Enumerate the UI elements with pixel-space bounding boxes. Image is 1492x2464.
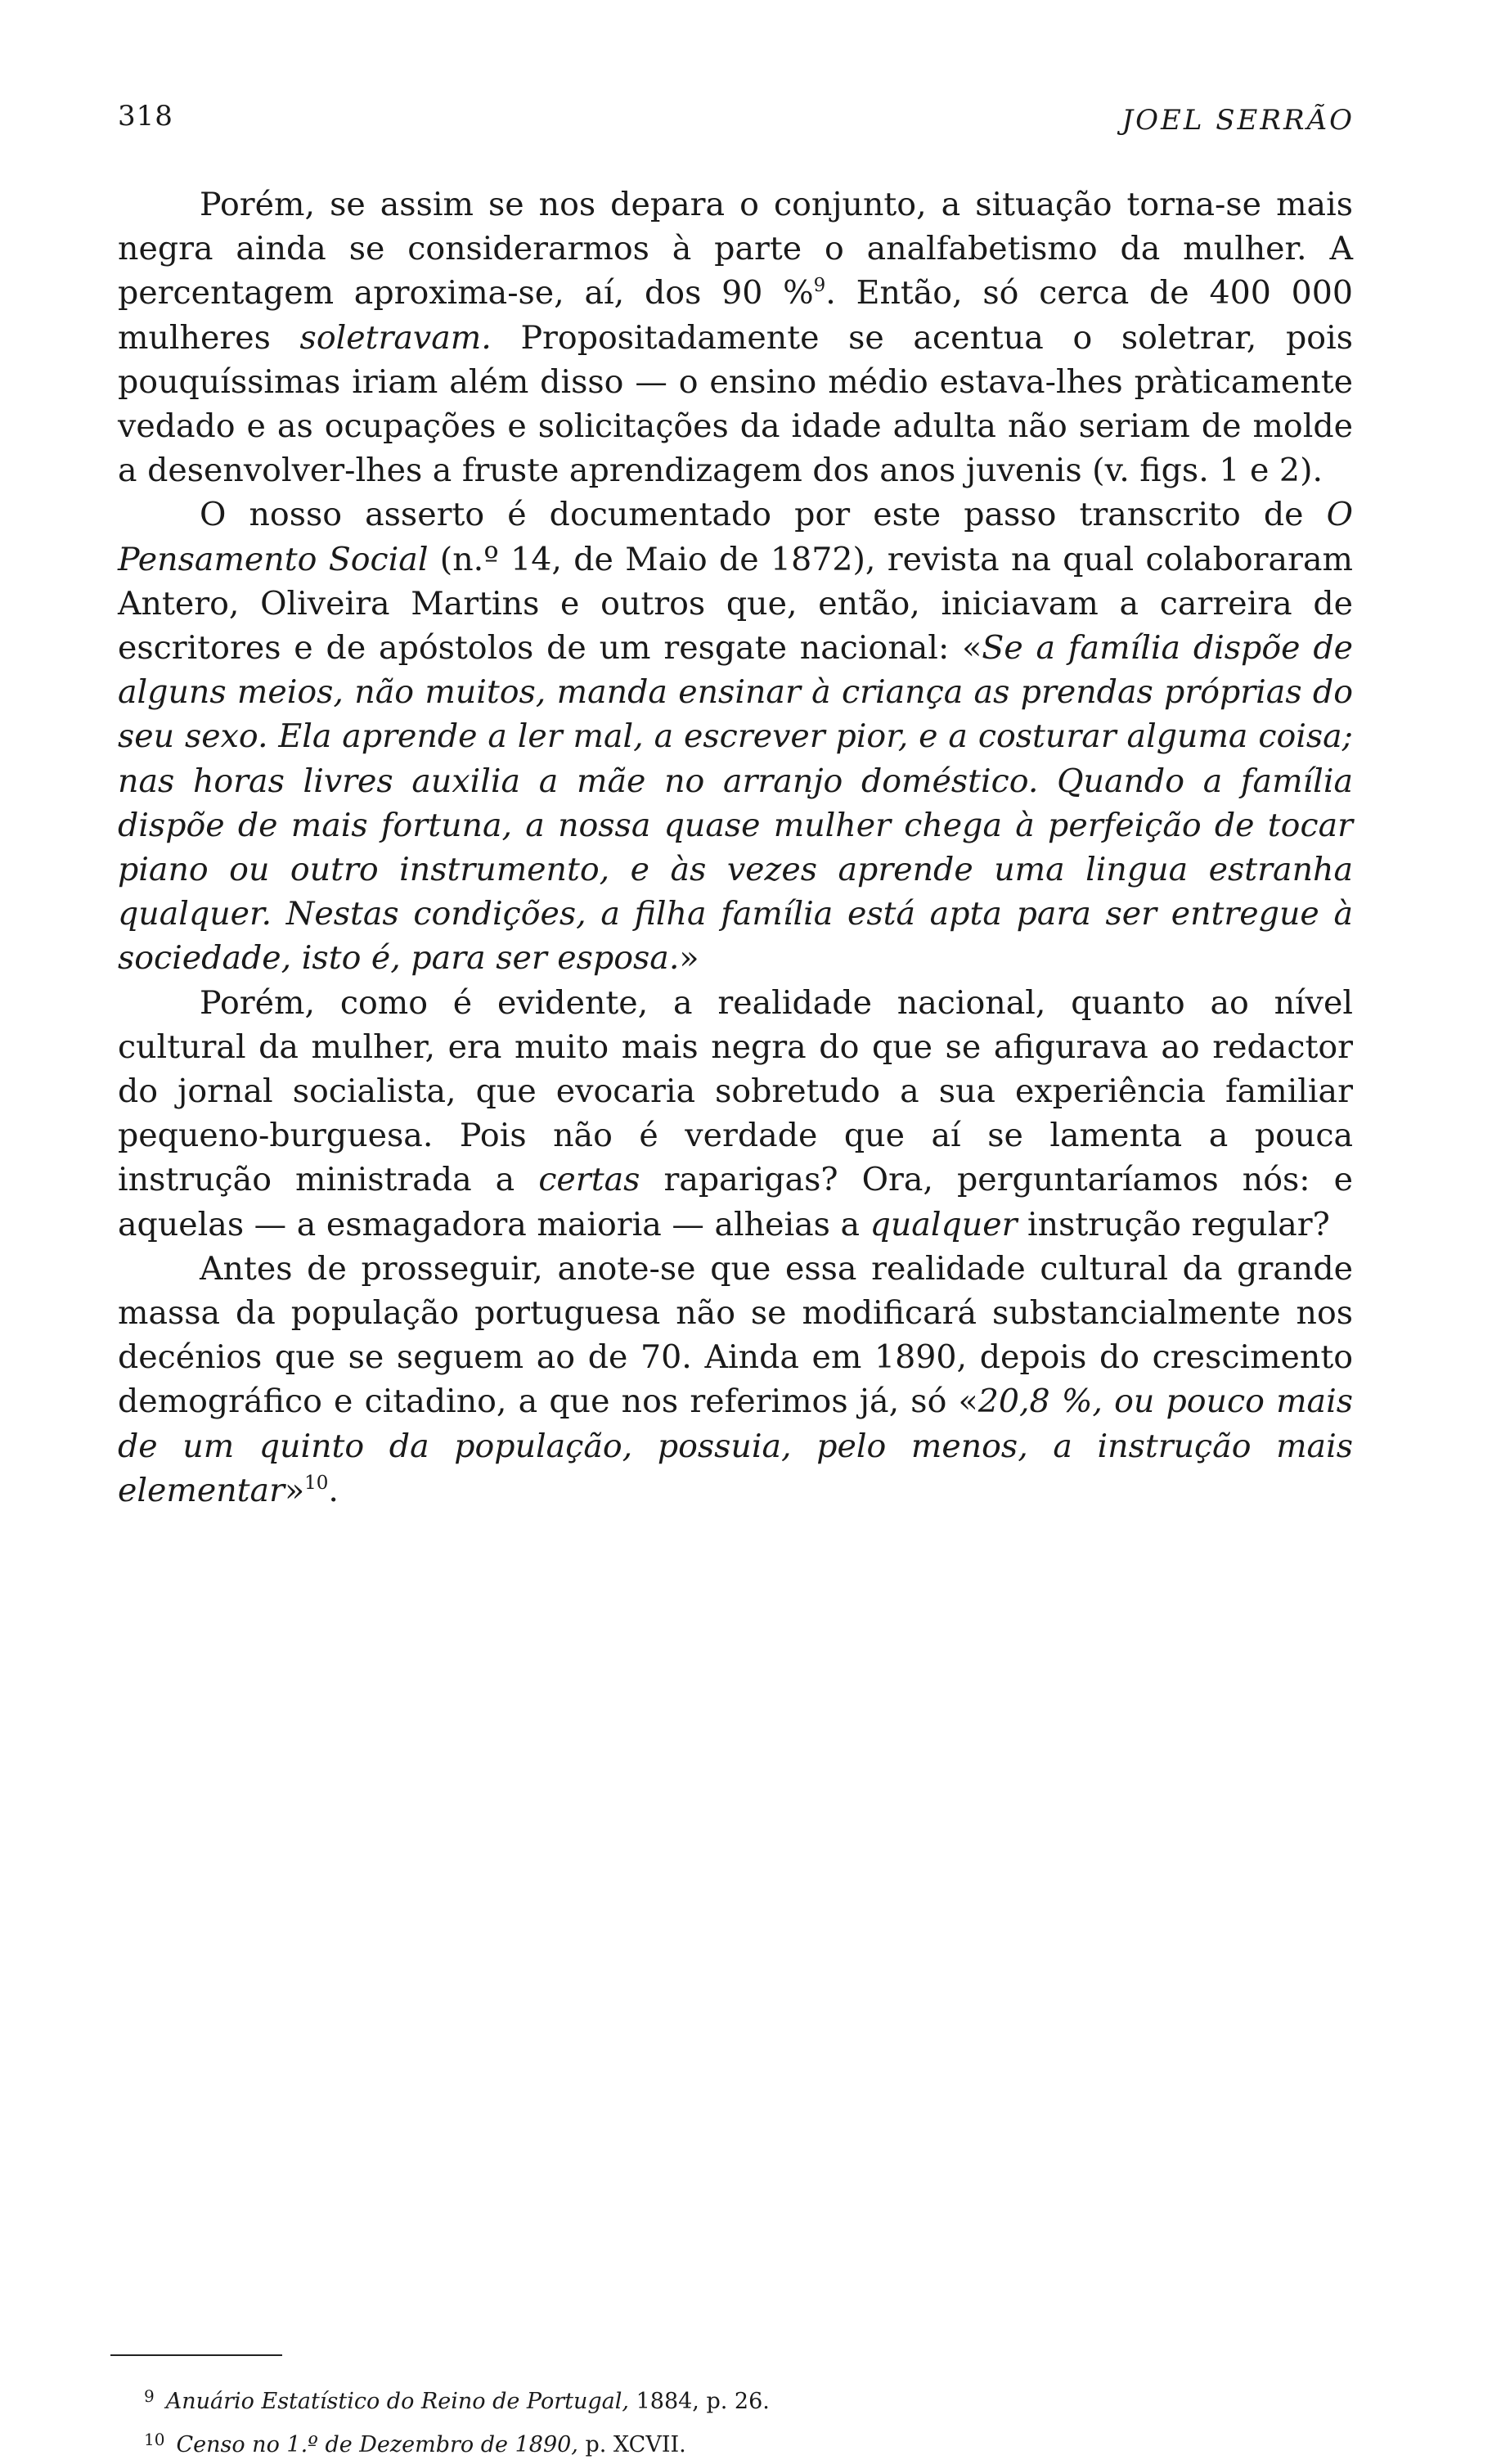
footnote-number: 9 (144, 2386, 155, 2406)
footnote-text: 1884, p. 26. (629, 2389, 770, 2414)
paragraph-3 (118, 981, 1353, 1247)
italic-run: soletravam. (299, 318, 492, 357)
quotation: Se a família dispõe de alguns meios, não muitos, manda ensinar à criança as prendas próprias do seu sexo. Ela aprende a ler mal, a escrever pior, e a costurar alguma coisa; nas horas livres auxilia a mãe no arranjo doméstico. Quando a família dispõe de mais fortuna, a nossa quase mulher chega à perfeição de tocar piano ou outro instrumento, e às vezes aprende uma lingua estranha qualquer. Nestas condições, a filha família está apta para ser entregue à sociedade, isto é, para ser esposa. (118, 629, 1353, 978)
text-run: instrução regular? (1017, 1205, 1330, 1243)
text-run: . Então, só cerca de 400 000 mulheres (118, 274, 1353, 357)
text-run: . (328, 1471, 339, 1509)
footnote-divider (110, 2354, 282, 2356)
text-run: Porém, como é evidente, a realidade nacional, quanto ao nível cultural da mulher, era muito mais negra do que se afigurava ao redactor do jornal socialista, que evocaria sobretudo a sua experiência familiar pequeno-burguesa. Pois não é verdade que aí se lamenta a pouca instrução ministrada a (118, 983, 1353, 1199)
paragraph-2 (118, 492, 1353, 980)
text-run: » (679, 939, 699, 978)
text-run: » (284, 1471, 305, 1509)
paragraph-1 (118, 182, 1353, 492)
text-run: raparigas? Ora, perguntaríamos nós: e aquelas — a esmagadora maioria — alheias a (118, 1161, 1354, 1243)
footnotes (144, 2377, 1230, 2464)
footnote-text: p. XCVII. (577, 2432, 686, 2457)
footnote-ref-9: 9 (813, 275, 826, 297)
paragraph-4 (118, 1247, 1353, 1513)
footnote-9 (144, 2377, 1230, 2421)
text-run: Antes de prosseguir, anote-se que essa realidade cultural da grande massa da população portuguesa não se modificará substancialmente nos decénios que se seguem ao de 70. Ainda em 1890, depois do crescimento demográfico e citadino, a que nos referimos já, só « (118, 1249, 1353, 1421)
footnote-ref-10: 10 (304, 1472, 329, 1494)
footnote-title: Censo no 1.º de Dezembro de 1890, (176, 2432, 578, 2457)
running-head: JOEL SERRÃO (1121, 104, 1355, 137)
footnote-number: 10 (144, 2430, 165, 2449)
quotation: 20,8 %, ou pouco mais de um quinto da população, possuia, pelo menos, a instrução mais elementar (118, 1383, 1353, 1509)
text-run: (n.º 14, de Maio de 1872), revista na qual colaboraram Antero, Oliveira Martins e outros que, então, iniciavam a carreira de escritores e de apóstolos de um resgate nacional: « (118, 540, 1353, 668)
footnote-title: Anuário Estatístico do Reino de Portugal, (165, 2389, 629, 2414)
italic-run: O Pensamento Social (118, 496, 1353, 578)
body-text (118, 182, 1353, 1513)
italic-run: certas (538, 1161, 640, 1199)
text-run: O nosso asserto é documentado por este passo transcrito de (200, 496, 1327, 534)
page-number: 318 (118, 100, 173, 133)
text-run: Propositadamente se acentua o soletrar, pois pouquíssimas iriam além disso — o ensino médio estava-lhes pràticamente vedado e as ocupações e solicitações da idade adulta não seriam de molde a desenvolver-lhes a fruste aprendizagem dos anos juvenis (v. figs. 1 e 2). (118, 318, 1353, 490)
footnote-10 (144, 2421, 1230, 2464)
italic-run: qualquer (870, 1205, 1018, 1243)
text-run: Porém, se assim se nos depara o conjunto, a situação torna-se mais negra ainda se considerarmos à parte o analfabetismo da mulher. A percentagem aproxima-se, aí, dos 90 % (118, 186, 1353, 312)
